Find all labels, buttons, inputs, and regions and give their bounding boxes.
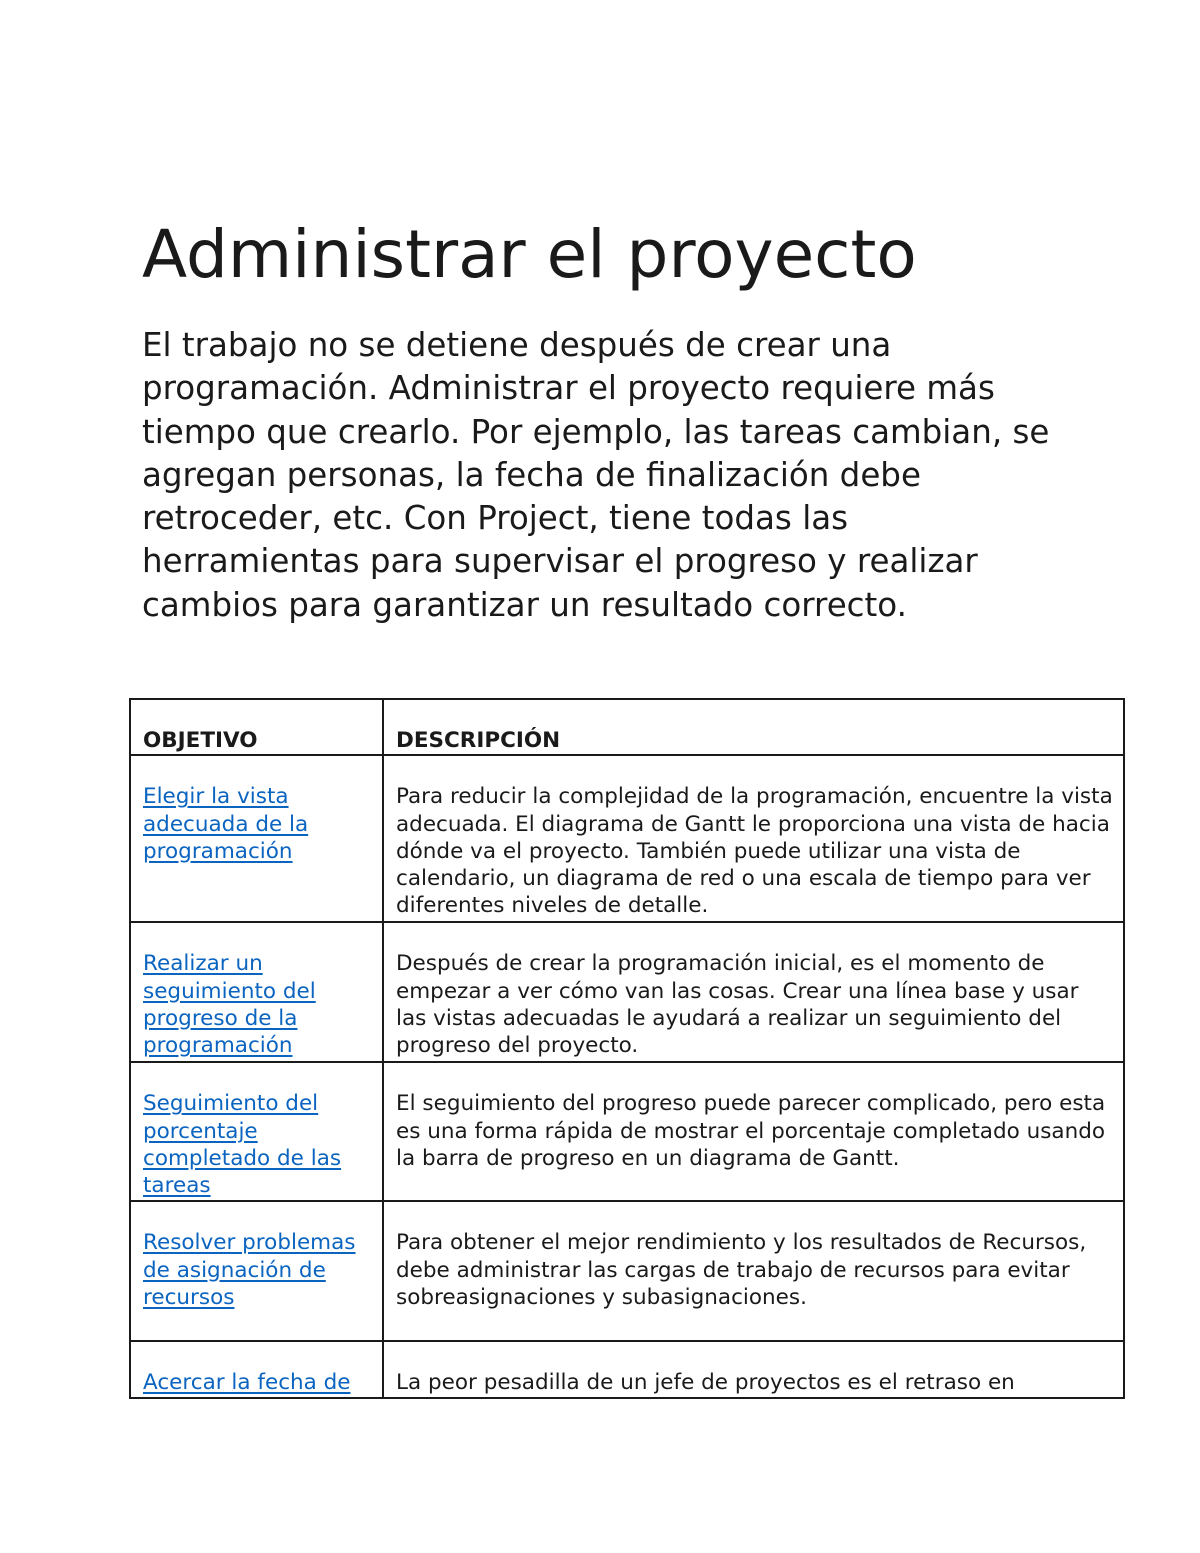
objective-cell [130,922,383,1062]
table-row [130,922,1124,1062]
objective-cell [130,1201,383,1341]
objective-link-bring-date-forward[interactable]: Acercar la fecha de [143,1370,351,1396]
table-row [130,1062,1124,1201]
objective-link-track-progress[interactable]: Realizar un seguimiento del progreso de la programación [143,951,316,1059]
table-row [130,1201,1124,1341]
table-header-row [130,699,1124,755]
description-cell: Para reducir la complejidad de la programación, encuentre la vista adecuada. El diagrama de Gantt le proporciona una vista de hacia dónde va el proyecto. También puede utilizar una vista de calendario, un diagrama de red o una escala de tiempo para ver diferentes niveles de detalle. [383,755,1124,922]
objective-link-resource-problems[interactable]: Resolver problemas de asignación de recursos [143,1230,356,1310]
objective-cell [130,755,383,922]
objective-cell [130,1062,383,1201]
table-row [130,1341,1124,1398]
objective-link-percent-complete[interactable]: Seguimiento del porcentaje completado de las tareas [143,1091,342,1199]
objectives-table [129,698,1125,1399]
description-cell: Para obtener el mejor rendimiento y los resultados de Recursos, debe administrar las cargas de trabajo de recursos para evitar sobreasignaciones y subasignaciones. [383,1201,1124,1341]
description-cell: Después de crear la programación inicial, es el momento de empezar a ver cómo van las cosas. Crear una línea base y usar las vistas adecuadas le ayudará a realizar un seguimiento del progreso del proyecto. [383,922,1124,1062]
objective-cell [130,1341,383,1398]
header-objective: OBJETIVO [130,699,383,755]
description-cell: La peor pesadilla de un jefe de proyectos es el retraso en [383,1341,1124,1398]
description-cell: El seguimiento del progreso puede parecer complicado, pero esta es una forma rápida de mostrar el porcentaje completado usando la barra de progreso en un diagrama de Gantt. [383,1062,1124,1201]
objective-link-choose-view[interactable]: Elegir la vista adecuada de la programación [143,784,309,864]
intro-paragraph: El trabajo no se detiene después de crear una programación. Administrar el proyecto requiere más tiempo que crearlo. Por ejemplo, las tareas cambian, se agregan personas, la fecha de finalización debe retroceder, etc. Con Project, tiene todas las herramientas para supervisar el progreso y realizar cambios para garantizar un resultado correcto. [142,326,1050,624]
page-title: Administrar el proyecto [142,216,917,293]
header-description: DESCRIPCIÓN [383,699,1124,755]
table-row [130,755,1124,922]
